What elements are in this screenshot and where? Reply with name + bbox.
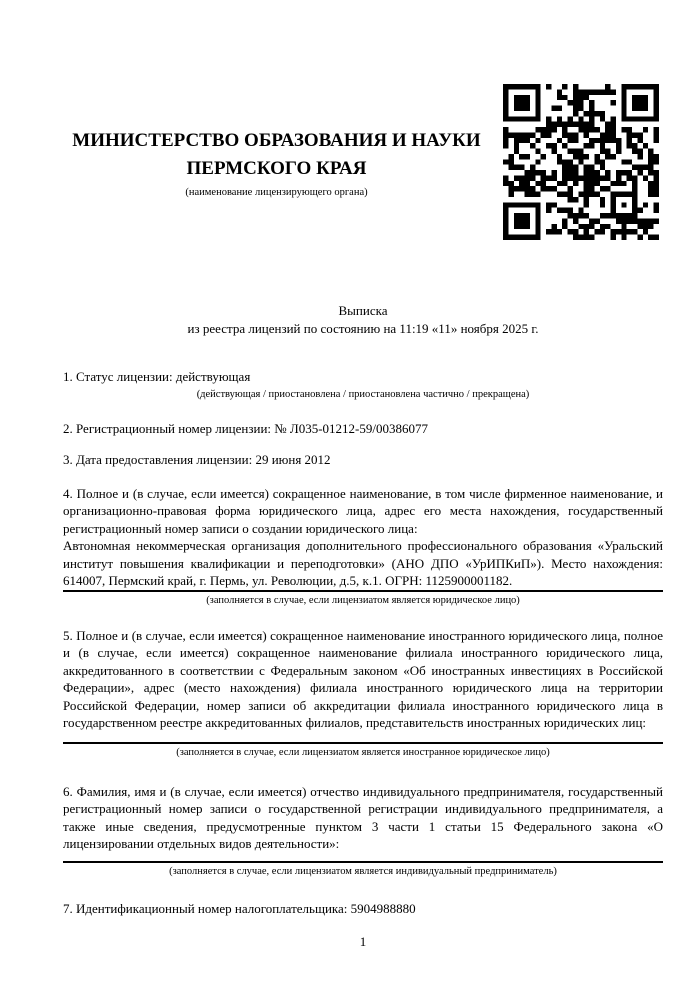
fill-line [63,861,663,863]
document-subtitle: из реестра лицензий по состоянию на 11:19 «11» ноября 2025 г. [187,320,539,336]
section-5-foreign-entity-label: 5. Полное и (в случае, если имеется) сокращенное наименование иностранного юридического лица, полное и (в случае, если имеется) сокращенное наименование филиала иностранного юридического лица, аккредитованного в соответствии с Федеральным законом «Об иностранных инвестициях в Российской Федерации», адрес (место нахождения) филиала иностранного юридического лица на территории Российской Федерации, номер записи об аккредитации филиала иностранного юридического лица в государственном реестре аккредитованных филиалов, представительств иностранных юридических лиц: [63,627,663,730]
fill-line [63,742,663,744]
licensing-authority-name [63,127,490,183]
document-heading [63,302,663,337]
section-2-registration-number: 2. Регистрационный номер лицензии: № Л035-01212-59/00386077 [63,420,429,436]
section-5-empty-value [63,732,663,742]
fill-line [63,590,663,592]
section-7-taxpayer-id: 7. Идентификационный номер налогоплательщика: 5904988880 [63,900,416,916]
section-6-caption: (заполняется в случае, если лицензиатом является индивидуальный предприниматель) [169,865,557,877]
licensing-authority-line1: МИНИСТЕРСТВО ОБРАЗОВАНИЯ И НАУКИ [72,130,481,151]
section-1-license-status: 1. Статус лицензии: действующая [63,369,251,384]
section-3-grant-date: 3. Дата предоставления лицензии: 29 июня 2012 [63,452,331,467]
licensing-authority-line2: ПЕРМСКОГО КРАЯ [186,158,367,179]
section-5-caption: (заполняется в случае, если лицензиатом является иностранное юридическое лицо) [176,746,550,758]
document-title: Выписка [338,303,388,318]
section-6-entrepreneur-label: 6. Фамилия, имя и (в случае, если имеется) отчество индивидуального предпринимателя, государственный регистрационный номер записи о государственной регистрации индивидуального предпринимателя, а также иные сведения, предусмотренные пунктом 3 части 1 статьи 15 Федерального закона «О лицензировании отдельных видов деятельности»: [63,783,663,851]
section-4-caption: (заполняется в случае, если лицензиатом является юридическое лицо) [206,594,520,606]
section-4-legal-entity-label: 4. Полное и (в случае, если имеется) сокращенное наименование, в том числе фирменное наименование, и организационно-правовая форма юридического лица, адрес его места нахождения, государственный регистрационный номер записи о создании юридического лица: [63,485,663,536]
section-4-legal-entity-value: Автономная некоммерческая организация дополнительного профессионального образования «Уральский институт повышения квалификации и переподготовки» (АНО ДПО «УрИПКиП»). Место нахождения: 614007, Пермский край, г. Пермь, ул. Революции, д.5, к.1. ОГРН: 1125900001182. [63,538,663,588]
section-1-caption: (действующая / приостановлена / приостановлена частично / прекращена) [196,388,530,400]
section-6-empty-value [63,853,663,861]
licensing-authority-caption: (наименование лицензирующего органа) [185,187,368,198]
page-number: 1 [359,934,367,949]
